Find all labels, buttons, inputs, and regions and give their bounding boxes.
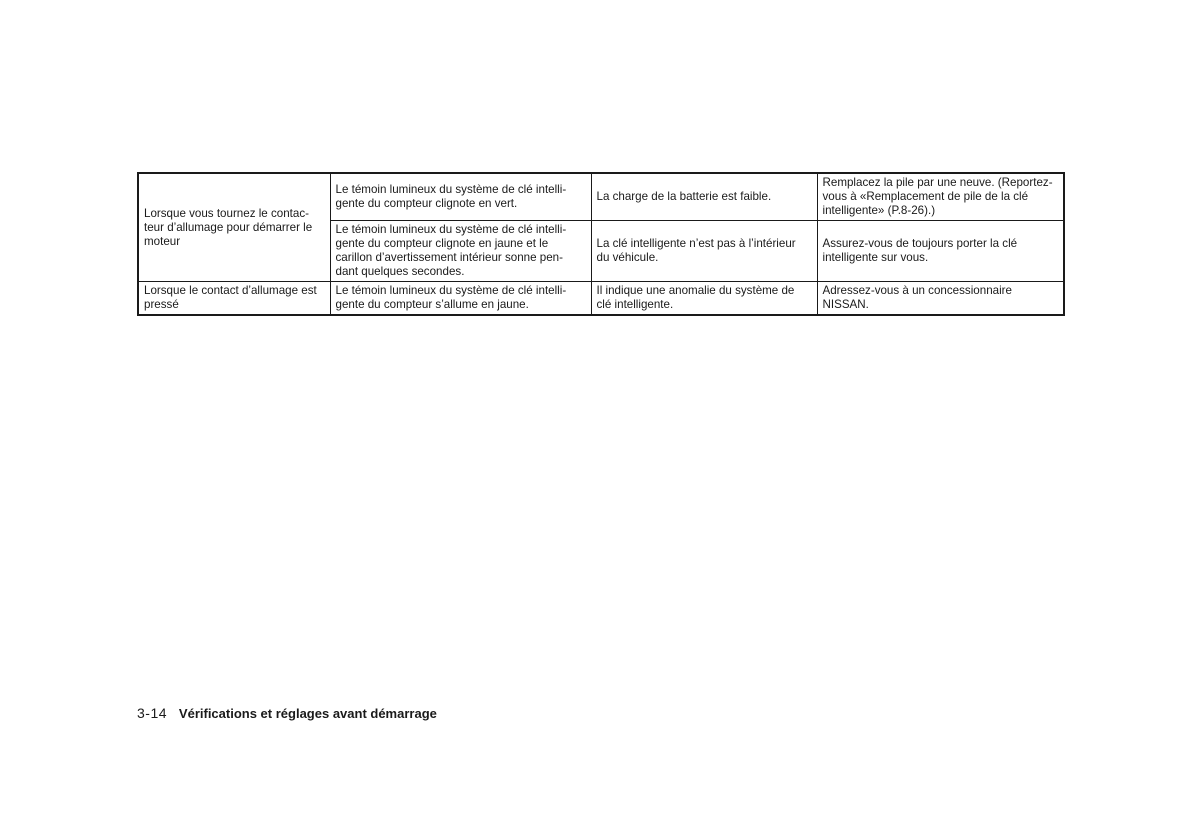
condition-cell: Lorsque vous tournez le contac- teur d’allumage pour démarrer le moteur [138, 173, 330, 282]
symptom-cell: Le témoin lumineux du système de clé intelli- gente du compteur clignote en vert. [330, 173, 591, 221]
action-cell: Assurez-vous de toujours porter la clé intelligente sur vous. [817, 221, 1064, 282]
cause-cell: La charge de la batterie est faible. [591, 173, 817, 221]
intelligent-key-warning-table [137, 172, 1065, 316]
cause-cell: Il indique une anomalie du système de clé intelligente. [591, 282, 817, 316]
cause-cell: La clé intelligente n’est pas à l’intérieur du véhicule. [591, 221, 817, 282]
table-row [138, 173, 1064, 221]
page-footer [137, 704, 437, 723]
symptom-cell: Le témoin lumineux du système de clé intelli- gente du compteur clignote en jaune et le carillon d’avertissement intérieur sonne pen- dant quelques secondes. [330, 221, 591, 282]
action-cell: Remplacez la pile par une neuve. (Reportez- vous à «Remplacement de pile de la clé intelligente» (P.8-26).) [817, 173, 1064, 221]
symptom-cell: Le témoin lumineux du système de clé intelli- gente du compteur s’allume en jaune. [330, 282, 591, 316]
table-row [138, 282, 1064, 316]
page-number: 3-14 [137, 705, 168, 721]
action-cell: Adressez-vous à un concessionnaire NISSAN. [817, 282, 1064, 316]
chapter-title: Vérifications et réglages avant démarrage [178, 706, 437, 721]
condition-cell: Lorsque le contact d’allumage est pressé [138, 282, 330, 316]
